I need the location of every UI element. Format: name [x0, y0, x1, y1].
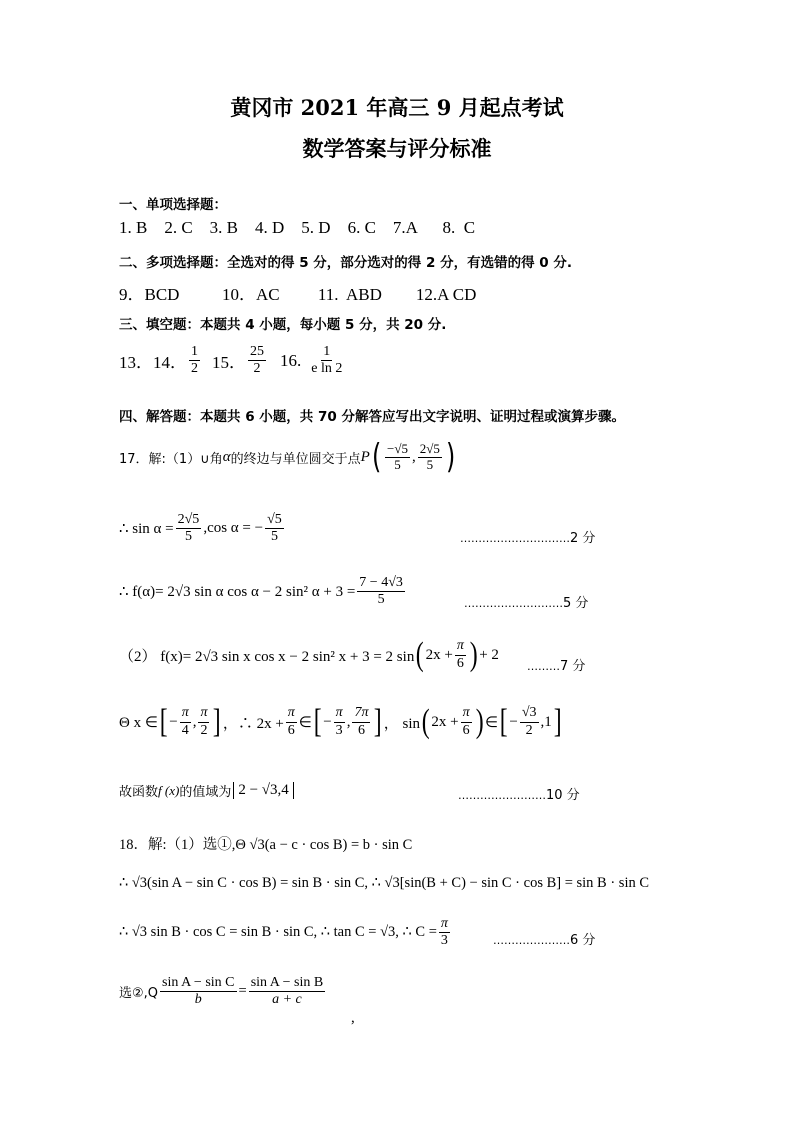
- right-bracket: ]: [553, 703, 562, 740]
- q16-label: 16.: [280, 350, 302, 370]
- x-in: Θ x ∈: [119, 714, 158, 731]
- section-heading-multi-choice: 二、多项选择题：全选对的得 5 分，部分选对的得 2 分，有选错的得 0 分.: [119, 255, 573, 271]
- section-heading-fill-blank: 三、填空题：本题共 4 小题，每小题 5 分，共 20 分.: [119, 317, 447, 333]
- section-heading-single-choice: 一、单项选择题：: [119, 197, 227, 213]
- f-x-expr: （2） f(x)= 2√3 sin x cos x − 2 sin² x + 3 = 2 sin: [119, 648, 415, 665]
- range-text2: 的值域为: [179, 785, 232, 800]
- cos-fraction: $\frac{√5}{5}$: [267, 512, 282, 545]
- score-label: 6 分: [570, 933, 596, 948]
- right-paren: ): [445, 437, 456, 477]
- score-label: 5 分: [563, 596, 589, 611]
- q17-intro-text: 17．解:（1）∪角: [119, 451, 223, 467]
- q15-fraction: $\frac{25}{2}$: [250, 344, 264, 377]
- inner-expr: 2x +: [425, 646, 453, 663]
- page-subtitle: 数学答案与评分标准: [302, 136, 492, 161]
- q15-label: 15．: [212, 353, 246, 373]
- fill-blank-answers: [119, 344, 344, 377]
- cos-prefix: ,cos α = −: [203, 520, 264, 537]
- one-value: ,1: [540, 713, 552, 730]
- q17-line-f-alpha: [119, 575, 407, 608]
- q13-14-label: 13．14．: [119, 353, 187, 373]
- pi-6-fraction: $\frac{\pi}{6}$: [287, 705, 295, 738]
- score-label: 2 分: [570, 531, 596, 546]
- q18-line1: 18．解:（1）选①,Θ √3(a − c · cos B) = b · sin C: [119, 837, 413, 853]
- sin-ratio-fraction-2: $\frac{\text{sin A − sin B}}{a + c}$: [250, 975, 324, 1008]
- q18-line2: ∴ √3(sin A − sin C · cos B) = sin B · sin C, ∴ √3[sin(B + C) − sin C · cos B] = sin B · sin C: [119, 875, 650, 891]
- right-bracket: ]: [374, 703, 383, 740]
- alpha-symbol: α: [222, 448, 231, 465]
- choice2-label: 选②,Q: [119, 986, 159, 1002]
- sin-label: ， sin: [383, 715, 421, 732]
- f-alpha-fraction: $\frac{7 - 4√3}{5}$: [359, 575, 403, 608]
- left-paren: (: [421, 703, 430, 740]
- q17-intro: 17．解:（1）∪角 α 的终边与单位圆交于点 P ( $\frac{-√5}{5}$ , $\frac{2√5}{5}$ ): [119, 437, 456, 477]
- score-10: [458, 784, 580, 803]
- q17-line-f-x: [119, 638, 499, 672]
- q17-line-range: [119, 781, 294, 800]
- score-2: [460, 527, 595, 546]
- equals-sign: =: [238, 983, 247, 1000]
- q14-fraction: $\frac{1}{2}$: [191, 344, 198, 377]
- pi-6-fraction-2: $\frac{\pi}{6}$: [462, 705, 470, 738]
- sin-ratio-fraction-1: $\frac{\text{sin A − sin C}}{b}$: [162, 975, 235, 1008]
- left-bracket: [: [499, 703, 508, 740]
- pi-2-fraction: $\frac{\pi}{2}$: [200, 705, 208, 738]
- q17-intro-text2: 的终边与单位圆交于点: [230, 451, 361, 467]
- 7pi-6-fraction: $\frac{7\pi}{6}$: [354, 705, 369, 738]
- single-choice-answers: 1. B 2. C 3. B 4. D 5. D 6. C 7.A 8. C: [119, 218, 476, 237]
- range-value: 2 − √3,4: [233, 782, 293, 799]
- score-6: [493, 929, 595, 948]
- q18-line4: [119, 975, 327, 1008]
- f-alpha-expr: ∴ f(α)= 2√3 sin α cos α − 2 sin² α + 3 =: [119, 584, 356, 601]
- q18-line4-comma: ,: [351, 1010, 355, 1026]
- left-bracket: [: [159, 703, 168, 740]
- score-dots: ………: [527, 660, 560, 673]
- right-paren: ): [475, 703, 484, 740]
- score-dots: ………………………: [464, 597, 563, 610]
- sin-prefix: ∴ sin α =: [119, 521, 174, 538]
- score-label: 10 分: [546, 788, 580, 803]
- q18-line3: [119, 916, 452, 949]
- in-symbol: ∈: [298, 714, 312, 731]
- sqrt3-2-fraction: $\frac{√3}{2}$: [521, 705, 537, 738]
- score-dots: …………………………: [460, 532, 570, 545]
- score-7: [527, 655, 585, 674]
- q16-fraction: $\frac{1}{\text{e ln 2}}$: [311, 344, 343, 377]
- point-label: P: [360, 448, 370, 465]
- point-x-fraction: $\frac{-√5}{5}$: [387, 440, 409, 472]
- neg-pi-3-fraction: $\frac{\pi}{3}$: [335, 705, 343, 738]
- two-x-plus: ，∴ 2x +: [222, 715, 284, 732]
- pi-over-6-fraction: $\frac{\pi}{6}$: [456, 638, 464, 671]
- q17-line-domain: Θ x ∈ [ − $\frac{\pi}{4}$ , $\frac{\pi}{2}$ ] ，∴ 2x + $\frac{\pi}{6}$ ∈ [ − $\frac{\pi}{3}$ , $\frac{7\pi}{6}$ ] ， sin ( 2x + $\frac{\pi}{6}$ ) ∈ [ − $\frac{√3}{2}$ ,1 ]: [119, 703, 562, 740]
- left-paren: (: [416, 636, 424, 673]
- left-paren: (: [371, 437, 382, 477]
- score-5: [464, 592, 588, 611]
- fx-label: f (x): [158, 782, 180, 798]
- score-dots: …………………: [493, 934, 570, 947]
- point-y-fraction: $\frac{2√5}{5}$: [419, 440, 440, 472]
- sin-fraction: $\frac{2√5}{5}$: [177, 512, 200, 545]
- q17-line-sin-cos: [119, 512, 286, 545]
- right-paren: ): [469, 636, 478, 673]
- section-heading-solutions: 四、解答题：本题共 6 小题，共 70 分解答应写出文字说明、证明过程或演算步骤。: [119, 409, 625, 425]
- multi-choice-answers: 9．BCD 10．AC 11. ABD 12.A CD: [119, 285, 477, 304]
- left-bracket: [: [313, 703, 322, 740]
- neg-pi-4-fraction: $\frac{\pi}{4}$: [181, 705, 189, 738]
- pi-3-fraction: $\frac{\pi}{3}$: [440, 916, 448, 949]
- score-label: 7 分: [560, 659, 586, 674]
- right-bracket: ]: [213, 703, 222, 740]
- tan-c-expr: ∴ √3 sin B · cos C = sin B · sin C, ∴ tan C = √3, ∴ C =: [119, 924, 437, 941]
- tail-expr: + 2: [479, 646, 499, 663]
- range-text: 故函数: [119, 785, 159, 800]
- page-title: 黄冈市 2021 年高三 9 月起点考试: [230, 95, 564, 120]
- score-dots: ……………………: [458, 789, 546, 802]
